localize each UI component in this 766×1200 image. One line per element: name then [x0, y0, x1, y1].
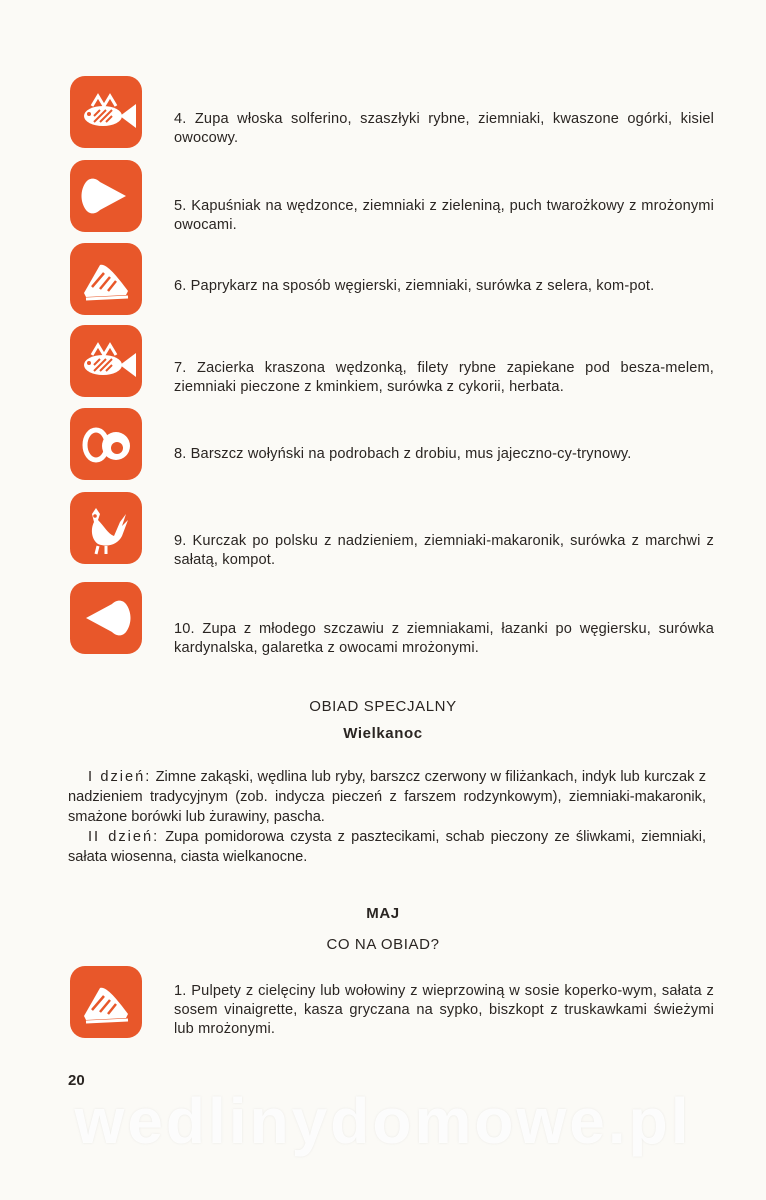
menu-item: [70, 160, 720, 232]
menu-item: [70, 76, 720, 148]
menu-item-text: 4. Zupa włoska solferino, szaszłyki rybne, ziemniaki, kwaszone ogórki, kisiel owocowy.: [174, 111, 714, 146]
menu-item-text: 9. Kurczak po polsku z nadzieniem, ziemniaki-makaronik, surówka z marchwi z sałatą, kompot.: [174, 533, 714, 568]
menu-item-text: 10. Zupa z młodego szczawiu z ziemniakami, łazanki po węgiersku, surówka kardynalska, galaretka z owocami mrożonymi.: [174, 621, 714, 656]
menu-item-text: 6. Paprykarz na sposób węgierski, ziemniaki, surówka z selera, kom-pot.: [174, 278, 655, 294]
day1-label: I dzień:: [88, 769, 152, 785]
rooster-icon: [70, 492, 142, 564]
watermark: wedlinydomowe.pl: [74, 1085, 692, 1157]
fish-icon: [70, 76, 142, 148]
day2-label: II dzień:: [88, 829, 160, 845]
page-number: 20: [68, 1072, 85, 1089]
day2-text: Zupa pomidorowa czysta z pasztecikami, schab pieczony ze śliwkami, ziemniaki, sałata wiosenna, ciasta wielkanocne.: [68, 829, 706, 865]
menu-item-text: 8. Barszcz wołyński na podrobach z drobiu, mus jajeczno-cy-trynowy.: [174, 446, 632, 462]
day2-paragraph: [68, 827, 706, 867]
day1-text: Zimne zakąski, wędlina lub ryby, barszcz czerwony w filiżankach, indyk lub kurczak z nadzieniem tradycyjnym (zob. indycza pieczeń z farszem rodzynkowym), ziemniaki-makaronik, smażone borówki lub żurawiny, pascha.: [68, 769, 707, 825]
menu-item-text: 1. Pulpety z cielęciny lub wołowiny z wieprzowiną w sosie koperko-wym, sałata z sosem vinaigrette, kasza gryczana na sypko, biszkopt z truskawkami świeżymi lub mrożonymi.: [174, 983, 714, 1037]
menu-item-text: 5. Kapuśniak na wędzonce, ziemniaki z zieleniną, puch twarożkowy z mrożonymi owocami.: [174, 198, 714, 233]
menu-item: [70, 492, 720, 568]
menu-item: [70, 582, 720, 654]
special-menu-text: [68, 767, 706, 867]
meat-icon: [70, 243, 142, 315]
heart-icon: [70, 582, 142, 654]
special-heading: OBIAD SPECJALNY: [309, 698, 457, 715]
meat-icon: [70, 966, 142, 1038]
month-heading: MAJ: [366, 905, 400, 922]
menu-item: [70, 243, 720, 315]
heart-icon: [70, 160, 142, 232]
menu-item: [70, 966, 720, 1038]
menu-item: [70, 408, 720, 480]
day1-paragraph: [68, 767, 706, 827]
fish-icon: [70, 325, 142, 397]
eggs-icon: [70, 408, 142, 480]
menu-item-text: 7. Zacierka kraszona wędzonką, filety rybne zapiekane pod besza-melem, ziemniaki pieczone z kminkiem, surówka z cykorii, herbata.: [174, 360, 714, 395]
menu-item: [70, 325, 720, 397]
month-subheading: CO NA OBIAD?: [326, 936, 440, 953]
special-subheading: Wielkanoc: [343, 725, 423, 742]
